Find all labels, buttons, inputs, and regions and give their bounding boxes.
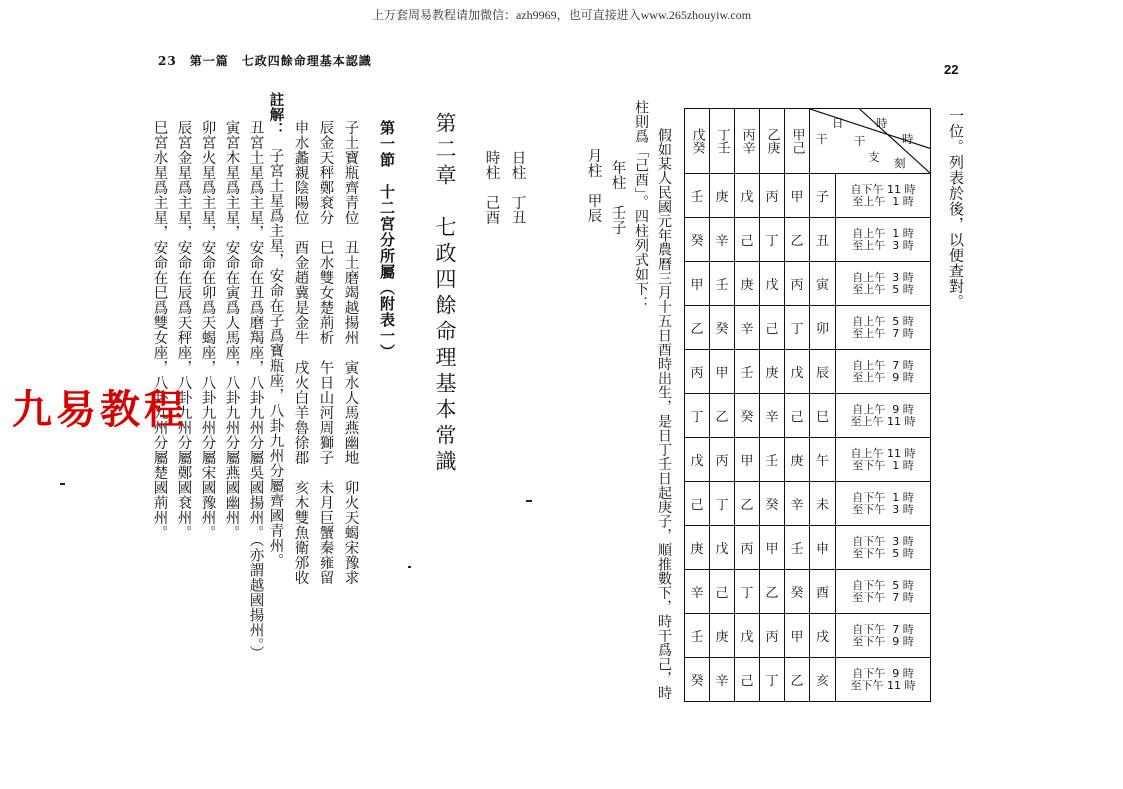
example-hour-pillar: 時柱 己酉 bbox=[483, 150, 500, 225]
source-watermark: 上万套周易教程请加微信：azh9969，也可直接进入www.265zhouyiw.com bbox=[371, 8, 752, 22]
hour-stem-cell: 庚 bbox=[785, 438, 810, 482]
running-header: 23 第一篇 七政四餘命理基本認識 bbox=[158, 54, 372, 68]
day-stem-header: 丁壬 bbox=[710, 109, 735, 174]
time-from: 自下午 5 時 bbox=[852, 578, 914, 592]
diag-label: 時 bbox=[902, 132, 914, 146]
time-to: 至下午 5 時 bbox=[852, 546, 914, 560]
hour-stem-cell: 庚 bbox=[685, 526, 710, 570]
hour-stem-cell: 壬 bbox=[785, 526, 810, 570]
hour-stem-cell: 壬 bbox=[760, 438, 785, 482]
time-to: 至上午 11 時 bbox=[850, 414, 916, 428]
hour-stem-cell: 癸 bbox=[735, 394, 760, 438]
note-line: 辰宮金星爲主星，安命在辰爲天秤座，八卦九州分屬鄭國袞州。 bbox=[175, 120, 192, 540]
page-number: 22 bbox=[944, 62, 959, 77]
table-row bbox=[685, 394, 931, 438]
table-row bbox=[685, 262, 931, 306]
hour-stem-cell: 癸 bbox=[710, 306, 735, 350]
chapter-title: 第二章 七政四餘命理基本常識 bbox=[433, 112, 457, 476]
hour-stem-cell: 辛 bbox=[735, 306, 760, 350]
time-from: 自下午 11 時 bbox=[850, 182, 916, 196]
earthly-branch-cell: 丑 bbox=[810, 218, 836, 262]
hour-stem-table bbox=[684, 108, 931, 702]
diagonal-header-cell bbox=[810, 109, 931, 174]
time-range-cell bbox=[836, 438, 931, 482]
month-pillar: 月柱 甲辰 bbox=[585, 148, 602, 223]
intro-text: 一位。列表於後，以便查對。 bbox=[947, 108, 965, 310]
example-text-line: 假如某人民國元年農曆三月十五日酉時出生，是日丁壬日起庚子，順推數下，時干爲己，時 bbox=[656, 128, 672, 700]
table-row bbox=[685, 438, 931, 482]
earthly-branch-cell: 酉 bbox=[810, 570, 836, 614]
hour-stem-cell: 癸 bbox=[685, 658, 710, 702]
note-line: 丑宮土星爲主星，安命在丑爲磨羯座，八卦九州分屬吳國揚州。（亦謂越國揚州。） bbox=[247, 120, 264, 661]
brand-watermark: 九易教程 bbox=[12, 387, 188, 433]
time-from: 自上午 9 時 bbox=[852, 402, 914, 416]
diag-label: 干 bbox=[854, 134, 866, 148]
time-range-cell bbox=[836, 218, 931, 262]
table-row bbox=[685, 218, 931, 262]
earthly-branch-cell: 亥 bbox=[810, 658, 836, 702]
hour-stem-cell: 乙 bbox=[785, 218, 810, 262]
earthly-branch-cell: 卯 bbox=[810, 306, 836, 350]
time-from: 自下午 3 時 bbox=[852, 534, 914, 548]
earthly-branch-cell: 未 bbox=[810, 482, 836, 526]
hour-stem-cell: 丙 bbox=[735, 526, 760, 570]
time-range-cell bbox=[836, 306, 931, 350]
note-line: 卯宮火星爲主星，安命在卯爲天蝎座，八卦九州分屬宋國豫州。 bbox=[199, 120, 216, 540]
hour-stem-cell: 丁 bbox=[685, 394, 710, 438]
hour-stem-cell: 壬 bbox=[735, 350, 760, 394]
hour-stem-cell: 乙 bbox=[785, 658, 810, 702]
example-day-pillar: 日柱 丁丑 bbox=[509, 150, 526, 225]
time-to: 至上午 5 時 bbox=[852, 282, 914, 296]
hour-stem-cell: 丙 bbox=[710, 438, 735, 482]
earthly-branch-cell: 辰 bbox=[810, 350, 836, 394]
time-to: 至下午 11 時 bbox=[850, 678, 916, 692]
hour-stem-cell: 乙 bbox=[735, 482, 760, 526]
scan-speck bbox=[60, 483, 65, 485]
diag-label: 時 bbox=[876, 116, 888, 130]
time-to: 至上午 3 時 bbox=[852, 238, 914, 252]
table-row bbox=[685, 350, 931, 394]
time-range-cell bbox=[836, 262, 931, 306]
time-range-cell bbox=[836, 658, 931, 702]
time-from: 自上午 3 時 bbox=[852, 270, 914, 284]
hour-stem-cell: 乙 bbox=[685, 306, 710, 350]
time-range-cell bbox=[836, 350, 931, 394]
hour-stem-cell: 壬 bbox=[710, 262, 735, 306]
time-from: 自下午 7 時 bbox=[852, 622, 914, 636]
hour-stem-cell: 癸 bbox=[785, 570, 810, 614]
earthly-branch-cell: 寅 bbox=[810, 262, 836, 306]
hour-stem-cell: 己 bbox=[735, 218, 760, 262]
hour-stem-cell: 丁 bbox=[760, 658, 785, 702]
time-from: 自上午 11 時 bbox=[850, 446, 916, 460]
table-header-row bbox=[685, 109, 931, 174]
hour-stem-cell: 辛 bbox=[760, 394, 785, 438]
time-range-cell bbox=[836, 570, 931, 614]
hour-stem-cell: 辛 bbox=[785, 482, 810, 526]
hour-stem-cell: 癸 bbox=[685, 218, 710, 262]
hour-stem-cell: 己 bbox=[760, 306, 785, 350]
hour-stem-cell: 辛 bbox=[685, 570, 710, 614]
table-row bbox=[685, 482, 931, 526]
hour-stem-cell: 丁 bbox=[785, 306, 810, 350]
hour-stem-cell: 己 bbox=[685, 482, 710, 526]
hour-stem-cell: 戊 bbox=[710, 526, 735, 570]
table-row bbox=[685, 174, 931, 218]
hour-stem-cell: 甲 bbox=[710, 350, 735, 394]
time-range-cell bbox=[836, 526, 931, 570]
time-from: 自上午 7 時 bbox=[852, 358, 914, 372]
hour-stem-cell: 丁 bbox=[710, 482, 735, 526]
table-row bbox=[685, 526, 931, 570]
hour-stem-cell: 乙 bbox=[710, 394, 735, 438]
hour-stem-cell: 甲 bbox=[735, 438, 760, 482]
time-range-cell bbox=[836, 614, 931, 658]
hour-stem-cell: 庚 bbox=[710, 614, 735, 658]
year-pillar: 年柱 壬子 bbox=[609, 160, 626, 235]
diag-label: 干 bbox=[816, 132, 828, 146]
scan-speck bbox=[526, 500, 532, 502]
diag-label: 日 bbox=[832, 116, 844, 130]
earthly-branch-cell: 巳 bbox=[810, 394, 836, 438]
notes-label: 註解： bbox=[267, 92, 285, 137]
hour-stem-cell: 丙 bbox=[760, 174, 785, 218]
hour-stem-cell: 甲 bbox=[785, 614, 810, 658]
earthly-branch-cell: 申 bbox=[810, 526, 836, 570]
hour-stem-cell: 壬 bbox=[685, 174, 710, 218]
day-stem-header: 甲己 bbox=[785, 109, 810, 174]
hour-stem-cell: 戊 bbox=[735, 614, 760, 658]
hour-stem-cell: 戊 bbox=[785, 350, 810, 394]
table-row bbox=[685, 658, 931, 702]
hour-stem-cell: 乙 bbox=[760, 570, 785, 614]
earthly-branch-cell: 戌 bbox=[810, 614, 836, 658]
day-stem-header: 戊癸 bbox=[685, 109, 710, 174]
section-title: 第一節 十二宮分所屬（附表一） bbox=[378, 120, 396, 360]
zodiac-verse-line: 申水蠡親陰陽位 酉金趙冀是金牛 戌火白羊魯徐郡 亥木雙魚衛邠收 bbox=[292, 120, 309, 585]
time-range-cell bbox=[836, 174, 931, 218]
hour-stem-cell: 丙 bbox=[785, 262, 810, 306]
hour-stem-cell: 戊 bbox=[760, 262, 785, 306]
time-to: 至上午 9 時 bbox=[852, 370, 914, 384]
hour-stem-cell: 壬 bbox=[685, 614, 710, 658]
hour-stem-cell: 丙 bbox=[685, 350, 710, 394]
earthly-branch-cell: 午 bbox=[810, 438, 836, 482]
diag-label: 支 bbox=[868, 150, 880, 164]
hour-stem-cell: 丁 bbox=[760, 218, 785, 262]
note-line: 寅宮木星爲主星，安命在寅爲人馬座，八卦九州分屬燕國幽州。 bbox=[223, 120, 240, 540]
table-row bbox=[685, 570, 931, 614]
zodiac-verse-line: 子土寶瓶齊青位 丑土磨竭越揚州 寅水人馬燕幽地 卯火天蝎宋豫求 bbox=[342, 120, 359, 585]
time-from: 自上午 5 時 bbox=[852, 314, 914, 328]
hour-stem-cell: 庚 bbox=[735, 262, 760, 306]
hour-stem-cell: 庚 bbox=[760, 350, 785, 394]
time-range-cell bbox=[836, 482, 931, 526]
hour-stem-cell: 己 bbox=[735, 658, 760, 702]
hour-stem-cell: 癸 bbox=[760, 482, 785, 526]
diag-label: 刻 bbox=[894, 156, 906, 170]
day-stem-header: 丙辛 bbox=[735, 109, 760, 174]
time-to: 至下午 7 時 bbox=[852, 590, 914, 604]
hour-stem-cell: 己 bbox=[710, 570, 735, 614]
time-to: 至下午 3 時 bbox=[852, 502, 914, 516]
table-row bbox=[685, 306, 931, 350]
hour-stem-cell: 己 bbox=[785, 394, 810, 438]
scan-speck bbox=[408, 566, 411, 568]
example-text-line: 柱則爲「己酉」。四柱列式如下： bbox=[633, 100, 649, 311]
hour-stem-cell: 丁 bbox=[735, 570, 760, 614]
zodiac-verse-line: 辰金天秤鄭袞分 巳水雙女楚荊析 午日山河周獅子 未月巨蟹秦雍留 bbox=[317, 120, 334, 585]
table-row bbox=[685, 614, 931, 658]
hour-stem-cell: 甲 bbox=[785, 174, 810, 218]
note-line: 巳宮水星爲主星，安命在巳爲雙女座，八卦九州分屬楚國荊州。 bbox=[151, 120, 168, 540]
hour-stem-cell: 辛 bbox=[710, 658, 735, 702]
hour-stem-cell: 戊 bbox=[735, 174, 760, 218]
time-from: 自下午 1 時 bbox=[852, 490, 914, 504]
time-from: 自上午 1 時 bbox=[852, 226, 914, 240]
hour-stem-cell: 庚 bbox=[710, 174, 735, 218]
hour-stem-cell: 丙 bbox=[760, 614, 785, 658]
time-to: 至上午 1 時 bbox=[852, 194, 914, 208]
time-range-cell bbox=[836, 394, 931, 438]
hour-stem-cell: 甲 bbox=[760, 526, 785, 570]
time-to: 至下午 1 時 bbox=[852, 458, 914, 472]
hour-stem-cell: 辛 bbox=[710, 218, 735, 262]
day-stem-header: 乙庚 bbox=[760, 109, 785, 174]
hour-stem-cell: 戊 bbox=[685, 438, 710, 482]
note-line: 子宮土星爲主星，安命在子爲寶瓶座，八卦九州分屬齊國青州。 bbox=[267, 148, 284, 568]
time-to: 至下午 9 時 bbox=[852, 634, 914, 648]
earthly-branch-cell: 子 bbox=[810, 174, 836, 218]
hour-stem-cell: 甲 bbox=[685, 262, 710, 306]
time-from: 自下午 9 時 bbox=[852, 666, 914, 680]
time-to: 至上午 7 時 bbox=[852, 326, 914, 340]
